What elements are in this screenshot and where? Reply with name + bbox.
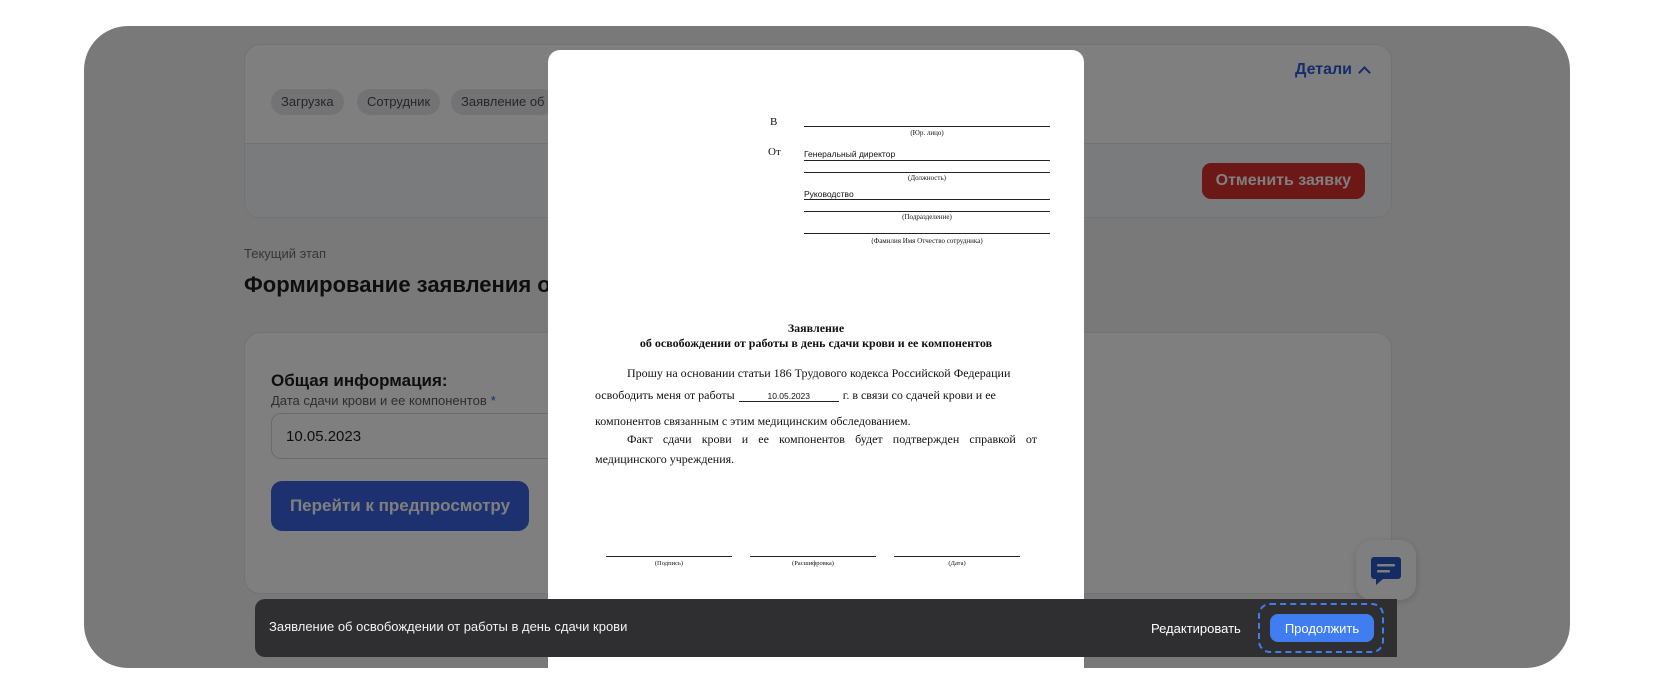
document-title bbox=[548, 321, 1084, 351]
decoding-line bbox=[750, 556, 876, 557]
document-preview bbox=[548, 50, 1084, 680]
department-value: Руководство bbox=[804, 189, 854, 199]
document-paragraph-4: Факт сдачи крови и ее компонентов будет подтвержден справкой от bbox=[627, 432, 1037, 446]
paragraph-2-start: освободить меня от работы bbox=[595, 388, 735, 402]
document-action-bar bbox=[255, 599, 1397, 657]
document-paragraph-3: компонентов связанным с этим медицинским обследованием. bbox=[595, 414, 911, 428]
position-value: Генеральный директор bbox=[804, 149, 896, 159]
signature-line bbox=[606, 556, 732, 557]
date-caption: (Дата) bbox=[948, 560, 966, 567]
legal-entity-caption: (Юр. лицо) bbox=[910, 129, 944, 137]
department-caption: (Подразделение) bbox=[902, 213, 952, 221]
position-second-line bbox=[804, 172, 1050, 173]
signature-caption: (Подпись) bbox=[654, 560, 684, 567]
paragraph-2-end: г. в связи со сдачей крови и ее bbox=[842, 388, 996, 402]
edit-button[interactable]: Редактировать bbox=[1141, 614, 1251, 642]
document-date-value: 10.05.2023 bbox=[739, 391, 839, 402]
fullname-caption: (Фамилия Имя Отчество сотрудника) bbox=[871, 237, 983, 245]
position-line bbox=[804, 160, 1050, 161]
document-paragraph-5: медицинского учреждения. bbox=[595, 452, 735, 466]
to-prefix: В bbox=[770, 116, 778, 128]
from-prefix: От bbox=[768, 146, 781, 158]
fullname-line bbox=[804, 233, 1050, 234]
document-paragraph-1: Прошу на основании статьи 186 Трудового кодекса Российской Федерации bbox=[627, 366, 1011, 380]
continue-button[interactable]: Продолжить bbox=[1270, 614, 1374, 642]
document-title-line2: об освобождении от работы в день сдачи крови и ее компонентов bbox=[639, 336, 993, 350]
department-second-line bbox=[804, 211, 1050, 212]
department-line bbox=[804, 199, 1050, 200]
date-line bbox=[894, 556, 1020, 557]
document-title-line1: Заявление bbox=[787, 321, 845, 335]
legal-entity-line bbox=[804, 126, 1050, 127]
document-paragraph-2 bbox=[595, 388, 1037, 403]
position-caption: (Должность) bbox=[908, 174, 946, 182]
decoding-caption: (Расшифровка) bbox=[792, 560, 834, 567]
action-bar-document-name: Заявление об освобождении от работы в день сдачи крови bbox=[269, 619, 628, 634]
